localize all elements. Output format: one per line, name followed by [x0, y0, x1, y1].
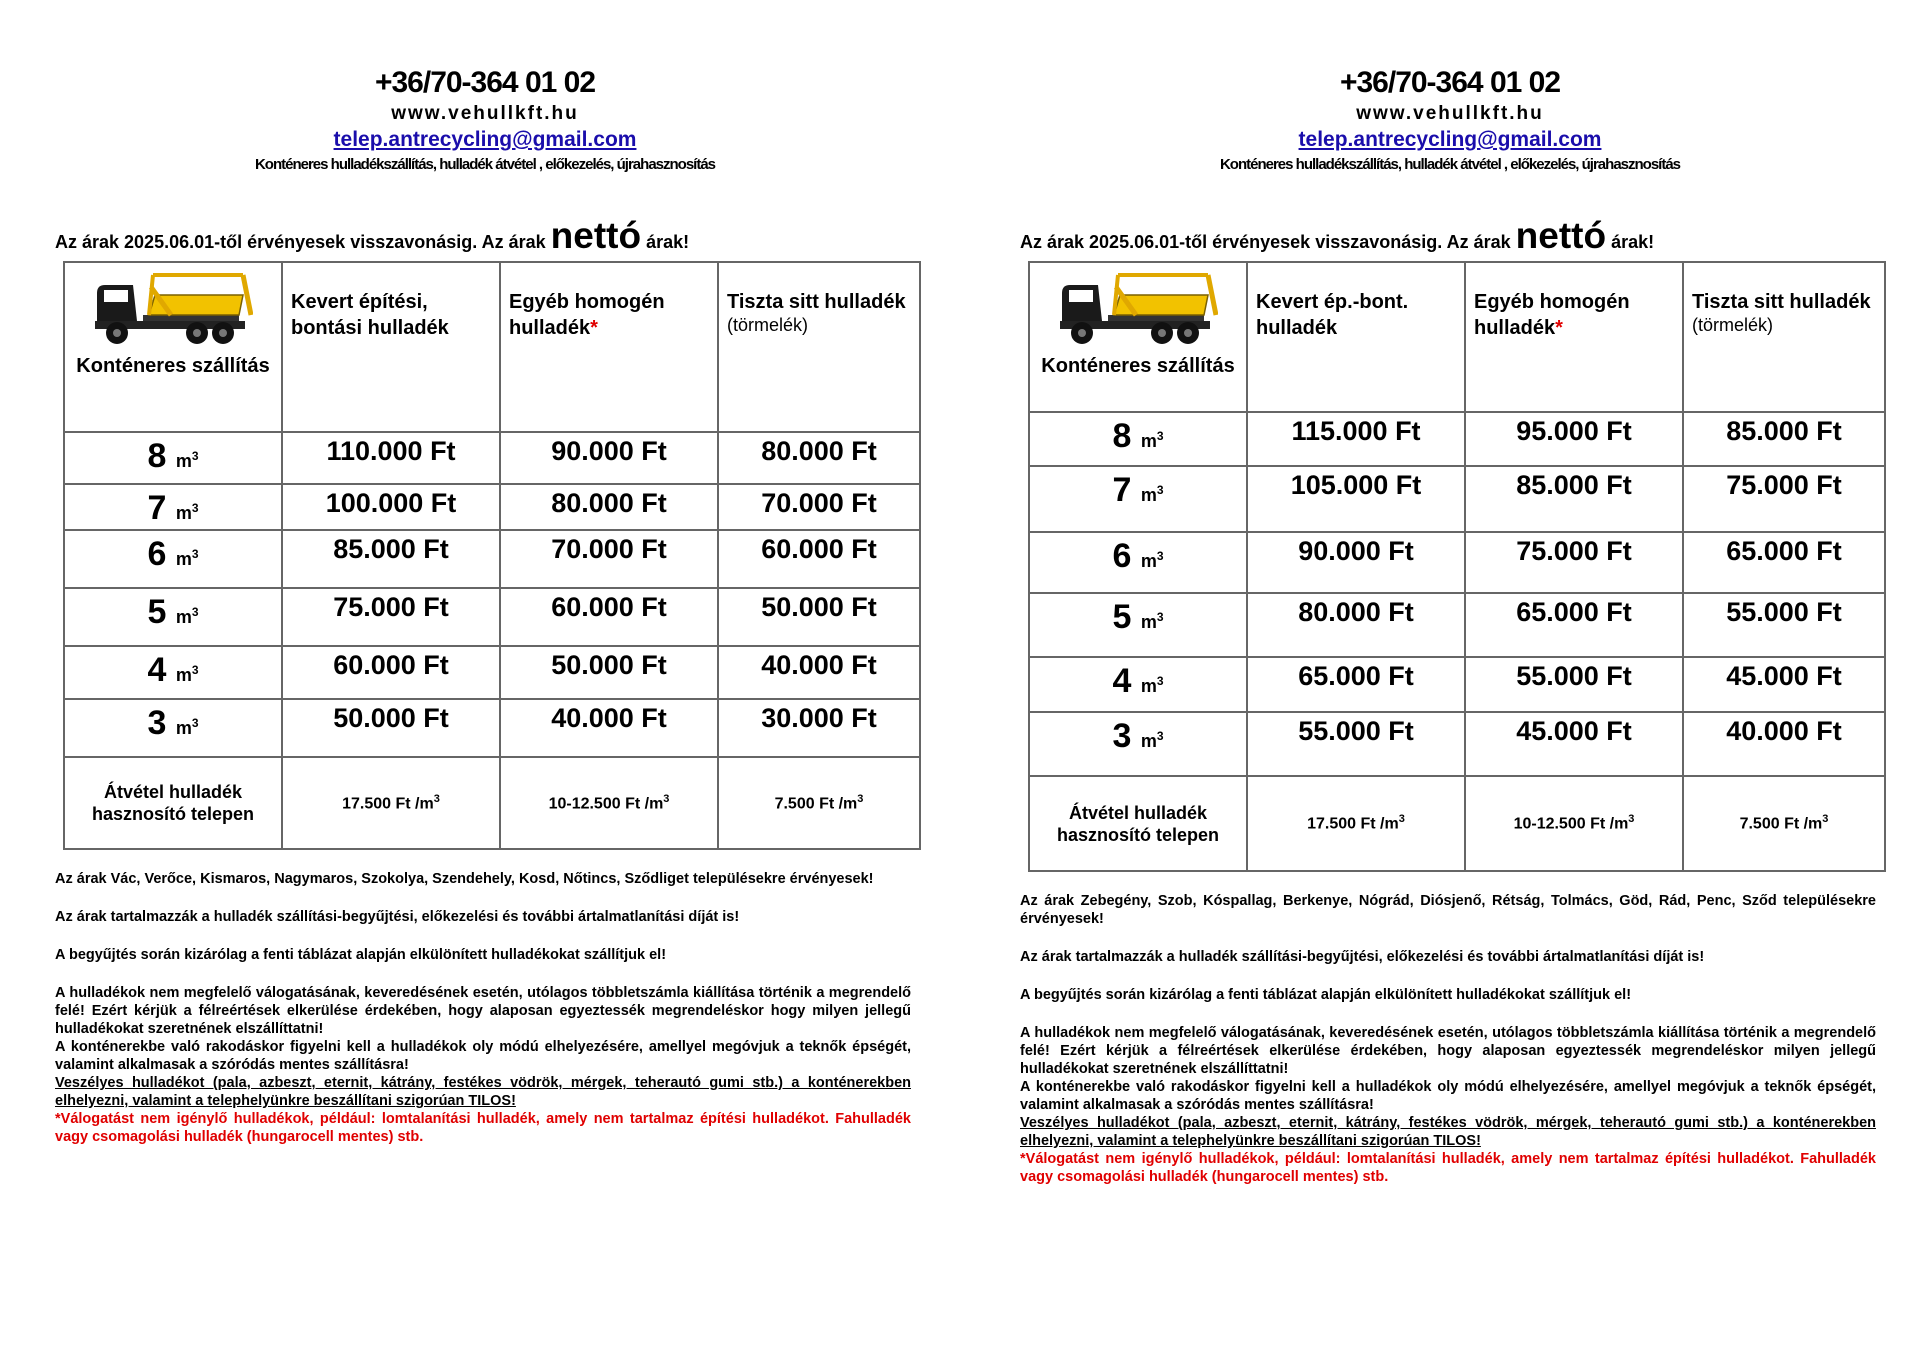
- price-homogeneous: 65.000 Ft: [1465, 593, 1683, 657]
- table-header-row: [1029, 262, 1885, 412]
- size-unit: $m^3$: [1140, 729, 1164, 751]
- price-sheet-left: [55, 0, 915, 1146]
- validity-suffix: árak!: [1611, 232, 1655, 252]
- price-mixed: 50.000 Ft: [282, 699, 500, 757]
- size-number: 3: [147, 704, 167, 742]
- price-row: [1029, 466, 1885, 532]
- price-homogeneous: 80.000 Ft: [500, 484, 718, 530]
- sheet-header: [55, 66, 915, 173]
- category-subtitle: (törmelék): [1692, 315, 1774, 335]
- size-unit: $m^3$: [175, 605, 199, 627]
- price-mixed: 75.000 Ft: [282, 588, 500, 646]
- intake-price-rubble: 7.500 Ft $/m^3$: [718, 757, 920, 849]
- price-rubble: 60.000 Ft: [718, 530, 920, 588]
- price-rubble: 50.000 Ft: [718, 588, 920, 646]
- note-sorting: A hulladékok nem megfelelő válogatásának, keveredésének esetén, utólagos többletszámla kiállítása történik a megrendelő felé! Ezért kérjük a félreértések elkerülése érdekében, hogy alaposan egyeztessék megrendeléskor milyen jellegű hulladékokat szeretnének elszállíttatni!: [1020, 1025, 1876, 1077]
- price-mixed: 80.000 Ft: [1247, 593, 1465, 657]
- note-collection: A begyűjtés során kizárólag a fenti táblázat alapján elkülönített hulladékokat szállítjuk el!: [55, 947, 667, 963]
- category-clean-rubble: [718, 262, 920, 432]
- note-hazardous: Veszélyes hulladékot (pala, azbeszt, eternit, kátrány, festékes vödrök, mérgek, teherautó gumi stb.) a konténerekben elhelyezni, valamint a telephelyünkre beszállítani szigorúan TILOS!: [55, 1075, 911, 1109]
- category-title: Tiszta sitt hulladék: [727, 291, 906, 313]
- price-homogeneous: 60.000 Ft: [500, 588, 718, 646]
- price-mixed: 90.000 Ft: [1247, 532, 1465, 593]
- container-size: [1029, 412, 1247, 466]
- note-towns: Az árak Vác, Verőce, Kismaros, Nagymaros, Szokolya, Szendehely, Kosd, Nőtincs, Sződliget településekre érvényesek!: [55, 871, 874, 887]
- intake-label: Átvétel hulladék hasznosító telepen: [1029, 776, 1247, 871]
- note-loading: A konténerekbe való rakodáskor figyelni kell a hulladékok oly módú elhelyezésére, amellyel megóvjuk a teknők épségét, valamint alkalmasak a szóródás mentes szállításra!: [55, 1039, 911, 1073]
- note-block: [55, 984, 911, 1146]
- price-mixed: 85.000 Ft: [282, 530, 500, 588]
- price-row: [1029, 657, 1885, 712]
- price-mixed: 55.000 Ft: [1247, 712, 1465, 776]
- price-row: [64, 432, 920, 484]
- note-block: [1020, 1024, 1876, 1186]
- website: www.vehullkft.hu: [391, 103, 579, 124]
- price-row: [64, 646, 920, 699]
- price-homogeneous: 90.000 Ft: [500, 432, 718, 484]
- price-row: [64, 484, 920, 530]
- container-transport-cell: [1029, 262, 1247, 412]
- price-rubble: 70.000 Ft: [718, 484, 920, 530]
- email-link[interactable]: telep.antrecycling@gmail.com: [1298, 128, 1602, 151]
- size-unit: $m^3$: [175, 716, 199, 738]
- size-number: 8: [147, 437, 167, 475]
- price-row: [1029, 593, 1885, 657]
- container-size: [1029, 657, 1247, 712]
- price-table: [63, 261, 921, 850]
- category-title: Egyéb homogén hulladék: [1474, 291, 1630, 339]
- price-row: [1029, 532, 1885, 593]
- validity-prefix: Az árak 2025.06.01-től érvényesek visszavonásig. Az árak: [1020, 232, 1511, 252]
- container-size: [1029, 593, 1247, 657]
- note-collection: A begyűjtés során kizárólag a fenti táblázat alapján elkülönített hulladékokat szállítjuk el!: [1020, 987, 1632, 1003]
- size-number: 4: [1112, 662, 1132, 700]
- validity-prefix: Az árak 2025.06.01-től érvényesek visszavonásig. Az árak: [55, 232, 546, 252]
- table-header-row: [64, 262, 920, 432]
- size-unit: $m^3$: [175, 449, 199, 471]
- category-title: Tiszta sitt hulladék: [1692, 291, 1871, 313]
- intake-label: Átvétel hulladék hasznosító telepen: [64, 757, 282, 849]
- price-row: [64, 530, 920, 588]
- intake-price-mixed: 17.500 Ft $/m^3$: [1247, 776, 1465, 871]
- category-other-homogeneous: [1465, 262, 1683, 412]
- size-number: 6: [147, 535, 167, 573]
- email-link[interactable]: telep.antrecycling@gmail.com: [333, 128, 637, 151]
- price-rubble: 65.000 Ft: [1683, 532, 1885, 593]
- price-homogeneous: 85.000 Ft: [1465, 466, 1683, 532]
- size-number: 5: [1112, 598, 1132, 636]
- container-size: [64, 699, 282, 757]
- container-size: [1029, 712, 1247, 776]
- validity-suffix: árak!: [646, 232, 690, 252]
- note-includes: Az árak tartalmazzák a hulladék szállítási-begyűjtési, előkezelési és további ártalmatlanítási díját is!: [55, 909, 740, 925]
- container-size: [64, 530, 282, 588]
- size-unit: $m^3$: [175, 663, 199, 685]
- notes: [1020, 892, 1876, 1186]
- intake-row: [64, 757, 920, 849]
- size-number: 3: [1112, 717, 1132, 755]
- price-mixed: 110.000 Ft: [282, 432, 500, 484]
- note-footnote: *Válogatást nem igénylő hulladékok, például: lomtalanítási hulladék, amely nem tartalmaz építési hulladékot. Fahulladék vagy csomagolási hulladék (hungarocell mentes) stb.: [1020, 1151, 1876, 1185]
- size-number: 4: [147, 651, 167, 689]
- price-homogeneous: 55.000 Ft: [1465, 657, 1683, 712]
- price-rubble: 55.000 Ft: [1683, 593, 1885, 657]
- price-rubble: 40.000 Ft: [1683, 712, 1885, 776]
- intake-price-homogeneous: 10-12.500 Ft $/m^3$: [1465, 776, 1683, 871]
- intake-row: [1029, 776, 1885, 871]
- price-mixed: 100.000 Ft: [282, 484, 500, 530]
- price-sheet-right: [1020, 0, 1880, 1186]
- phone-number: +36/70-364 01 02: [1339, 66, 1561, 99]
- container-size: [64, 432, 282, 484]
- price-rubble: 80.000 Ft: [718, 432, 920, 484]
- size-number: 5: [147, 593, 167, 631]
- notes: [55, 870, 911, 1146]
- intake-price-mixed: 17.500 Ft $/m^3$: [282, 757, 500, 849]
- phone-number: +36/70-364 01 02: [374, 66, 596, 99]
- container-transport-label: Konténeres szállítás: [76, 355, 270, 377]
- price-homogeneous: 70.000 Ft: [500, 530, 718, 588]
- skip-truck-icon: [93, 269, 253, 347]
- price-validity: [1020, 215, 1880, 257]
- price-row: [1029, 412, 1885, 466]
- category-title: Kevert ép.-bont. hulladék: [1256, 291, 1409, 339]
- size-unit: $m^3$: [1140, 429, 1164, 451]
- category-clean-rubble: [1683, 262, 1885, 412]
- container-transport-label: Konténeres szállítás: [1041, 355, 1235, 377]
- validity-netto: nettó: [1515, 215, 1607, 256]
- size-unit: $m^3$: [175, 547, 199, 569]
- price-row: [64, 588, 920, 646]
- price-mixed: 105.000 Ft: [1247, 466, 1465, 532]
- size-unit: $m^3$: [1140, 674, 1164, 696]
- price-rubble: 85.000 Ft: [1683, 412, 1885, 466]
- size-unit: $m^3$: [1140, 483, 1164, 505]
- note-includes: Az árak tartalmazzák a hulladék szállítási-begyűjtési, előkezelési és további ártalmatlanítási díját is!: [1020, 949, 1705, 965]
- size-unit: $m^3$: [1140, 549, 1164, 571]
- sheet-header: [1020, 66, 1880, 173]
- size-number: 6: [1112, 537, 1132, 575]
- size-unit: $m^3$: [1140, 610, 1164, 632]
- note-towns: Az árak Zebegény, Szob, Kóspallag, Berkenye, Nógrád, Diósjenő, Rétság, Tolmács, Göd, Rád, Penc, Sződ településekre érvényesek!: [1020, 893, 1876, 927]
- price-rubble: 30.000 Ft: [718, 699, 920, 757]
- intake-price-homogeneous: 10-12.500 Ft $/m^3$: [500, 757, 718, 849]
- skip-truck-icon: [1058, 269, 1218, 347]
- category-mixed-construction: [1247, 262, 1465, 412]
- note-footnote: *Válogatást nem igénylő hulladékok, például: lomtalanítási hulladék, amely nem tartalmaz építési hulladékot. Fahulladék vagy csomagolási hulladék (hungarocell mentes) stb.: [55, 1111, 911, 1145]
- price-mixed: 115.000 Ft: [1247, 412, 1465, 466]
- container-size: [64, 484, 282, 530]
- container-size: [64, 646, 282, 699]
- note-hazardous: Veszélyes hulladékot (pala, azbeszt, eternit, kátrány, festékes vödrök, mérgek, teherautó gumi stb.) a konténerekben elhelyezni, valamint a telephelyünkre beszállítani szigorúan TILOS!: [1020, 1115, 1876, 1149]
- price-rubble: 40.000 Ft: [718, 646, 920, 699]
- container-size: [1029, 532, 1247, 593]
- category-mixed-construction: [282, 262, 500, 432]
- container-transport-cell: [64, 262, 282, 432]
- size-number: 7: [1112, 471, 1132, 509]
- price-mixed: 60.000 Ft: [282, 646, 500, 699]
- container-size: [64, 588, 282, 646]
- price-homogeneous: 45.000 Ft: [1465, 712, 1683, 776]
- price-homogeneous: 50.000 Ft: [500, 646, 718, 699]
- category-other-homogeneous: [500, 262, 718, 432]
- price-homogeneous: 95.000 Ft: [1465, 412, 1683, 466]
- price-validity: [55, 215, 915, 257]
- tagline: Konténeres hulladékszállítás, hulladék átvétel , előkezelés, újrahasznosítás: [1219, 156, 1681, 173]
- price-homogeneous: 40.000 Ft: [500, 699, 718, 757]
- price-rubble: 75.000 Ft: [1683, 466, 1885, 532]
- note-sorting: A hulladékok nem megfelelő válogatásának, keveredésének esetén, utólagos többletszámla kiállítása történik a megrendelő felé! Ezért kérjük a félreértések elkerülése érdekében, hogy alaposan egyeztessék megrendeléskor hogy milyen jellegű hulladékokat szeretnének elszállíttatni!: [55, 985, 911, 1037]
- intake-price-rubble: 7.500 Ft $/m^3$: [1683, 776, 1885, 871]
- price-homogeneous: 75.000 Ft: [1465, 532, 1683, 593]
- size-number: 7: [147, 489, 167, 527]
- footnote-star: *: [590, 317, 598, 339]
- category-title: Kevert építési, bontási hulladék: [291, 291, 449, 339]
- price-rubble: 45.000 Ft: [1683, 657, 1885, 712]
- price-mixed: 65.000 Ft: [1247, 657, 1465, 712]
- size-number: 8: [1112, 417, 1132, 455]
- price-row: [1029, 712, 1885, 776]
- size-unit: $m^3$: [175, 501, 199, 523]
- category-title: Egyéb homogén hulladék: [509, 291, 665, 339]
- validity-netto: nettó: [550, 215, 642, 256]
- price-table: [1028, 261, 1886, 872]
- tagline: Konténeres hulladékszállítás, hulladék átvétel , előkezelés, újrahasznosítás: [254, 156, 716, 173]
- container-size: [1029, 466, 1247, 532]
- note-loading: A konténerekbe való rakodáskor figyelni kell a hulladékok oly módú elhelyezésére, amellyel megóvjuk a teknők épségét, valamint alkalmasak a szóródás mentes szállításra!: [1020, 1079, 1876, 1113]
- footnote-star: *: [1555, 317, 1563, 339]
- price-row: [64, 699, 920, 757]
- category-subtitle: (törmelék): [727, 315, 809, 335]
- website: www.vehullkft.hu: [1356, 103, 1544, 124]
